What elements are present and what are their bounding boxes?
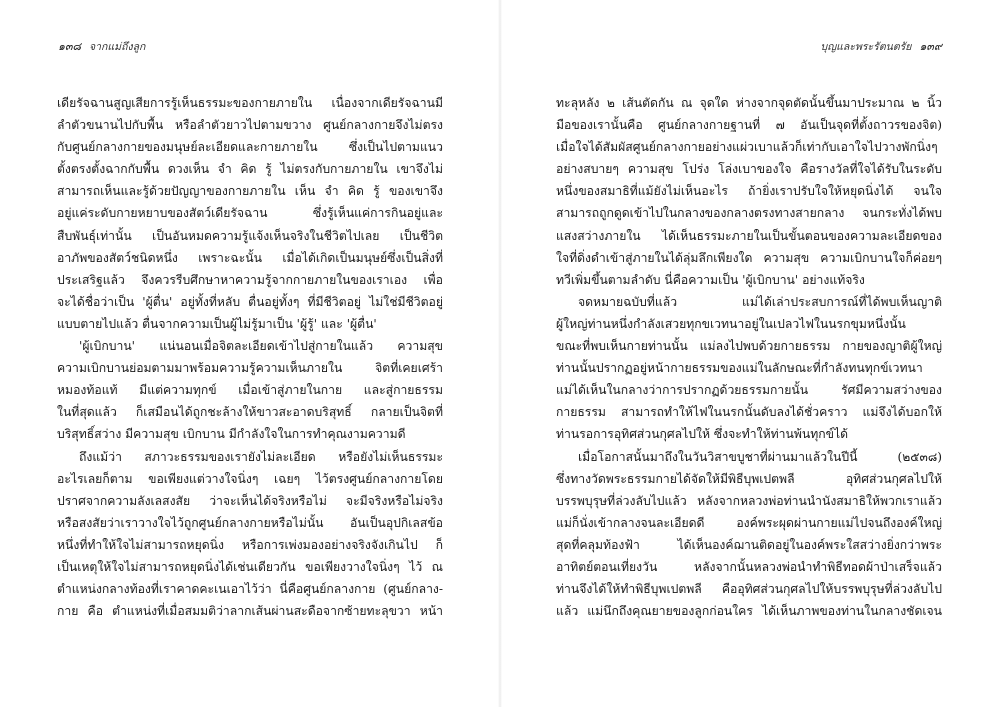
text-line: จดหมายฉบับที่แล้ว แม่ได้เล่าประสบการณ์ที่ได้พบเห็นญาติ xyxy=(578,294,942,309)
text-line: หรือสงสัยว่าเราวางใจไว้ถูกศูนย์กลางกายหรือไม่นั้น อันเป็นอุปกิเลสข้อ xyxy=(57,515,443,530)
text-line: ลำตัวขนานไปกับพื้น หรือลำตัวยาวไปตามขวาง ศูนย์กลางกายจึงไม่ตรง xyxy=(57,118,443,133)
right-page-number: ๑๓๙ xyxy=(919,40,942,53)
left-page-header xyxy=(58,38,145,54)
text-line: ตั้งตรงตั้งฉากกับพื้น ดวงเห็น จำ คิด รู้ ไม่ตรงกับกายภายใน เขาจึงไม่ xyxy=(57,162,443,177)
text-line: ใจที่ดิ่งดำเข้าสู่ภายในได้ลุ่มลึกเพียงใด ความสุข ความเบิกบานใจก็ค่อยๆ xyxy=(556,250,942,265)
text-line: ผู้ใหญ่ท่านหนึ่งกำลังเสวยทุกขเวทนาอยู่ในเปลวไฟในนรกขุมหนึ่งนั้น xyxy=(556,316,906,331)
text-line: สืบพันธุ์เท่านั้น เป็นอันหมดความรู้แจ้งเห็นจริงในชีวิตไปเลย เป็นชีวิต xyxy=(57,228,443,243)
text-line: แล้ว แม่นึกถึงคุณยายของลูกก่อนใคร ได้เห็นภาพของท่านในกลางชัดเจน xyxy=(556,604,942,619)
text-line: เมื่อใจได้สัมผัสศูนย์กลางกายอย่างแผ่วเบาแล้วก็เท่ากับเอาใจไปวางพักนิ่งๆ xyxy=(556,140,938,155)
text-line: ถึงแม้ว่า สภาวะธรรมของเรายังไม่ละเอียด หรือยังไม่เห็นธรรมะ xyxy=(79,449,443,464)
text-line: หนึ่งที่ทำให้ใจไม่สามารถหยุดนิ่ง หรือการเพ่งมองอย่างจริงจังเกินไป ก็ xyxy=(57,537,443,552)
text-line: ท่านรอการอุทิศส่วนกุศลไปให้ ซึ่งจะทำให้ท่านพ้นทุกข์ได้ xyxy=(556,427,848,442)
text-line: ประเสริฐแล้ว จึงควรรีบศึกษาหาความรู้จากกายภายในของเราเอง เพื่อ xyxy=(57,272,443,287)
text-line: สามารถถูกดูดเข้าไปในกลางของกลางตรงทางสายกลาง จนกระทั่งได้พบ xyxy=(556,206,942,221)
text-line: สามารถเห็นและรู้ด้วยปัญญาของกายภายใน เห็น จำ คิด รู้ ของเขาจึง xyxy=(57,184,443,199)
text-line: อยู่แค่ระดับกายหยาบของสัตว์เดียรัจฉาน ซึ่งรู้เห็นแค่การกินอยู่และ xyxy=(57,206,443,221)
text-line: จะได้ชื่อว่าเป็น 'ผู้ตื่น' อยู่ทั้งที่หลับ ตื่นอยู่ทั้งๆ ที่มีชีวิตอยู่ ไม่ใช่มีชีวิตอยู่ xyxy=(57,294,443,309)
text-line: อย่างสบายๆ ความสุข โปร่ง โล่งเบาของใจ คือรางวัลที่ใจได้รับในระดับ xyxy=(556,162,942,177)
text-line: อาภัพของสัตว์ชนิดหนึ่ง เพราะฉะนั้น เมื่อได้เกิดเป็นมนุษย์ซึ่งเป็นสิ่งที่ xyxy=(57,250,443,265)
right-page-header xyxy=(821,38,942,54)
text-line: แม่ก็นั่งเข้ากลางจนละเอียดดี องค์พระผุดผ่านกายแม่ไปจนถึงองค์ใหญ่ xyxy=(556,515,942,530)
right-body-text xyxy=(556,92,942,622)
text-line: อาทิตย์ตอนเที่ยงวัน หลังจากนั้นหลวงพ่อนำทำพิธีทอดผ้าป่าเสร็จแล้ว xyxy=(556,559,942,574)
text-line: 'ผู้เบิกบาน' แน่นอนเมื่อจิตละเอียดเข้าไปสู่กายในแล้ว ความสุข xyxy=(79,339,443,354)
text-line: อะไรเลยก็ตาม ขอเพียงแต่วางใจนิ่งๆ เฉยๆ ไว้ตรงศูนย์กลางกายโดย xyxy=(57,471,443,486)
text-line: สุดที่คลุมท้องฟ้า ได้เห็นองค์ฌานติดอยู่ในองค์พระใสสว่างยิ่งกว่าพระ xyxy=(556,537,942,552)
text-line: ซึ่งทางวัดพระธรรมกายได้จัดให้มีพิธีบุพเปตพลี อุทิศส่วนกุศลไปให้ xyxy=(556,471,942,486)
text-line: มือของเรานั้นคือ ศูนย์กลางกายฐานที่ ๗ อันเป็นจุดที่ตั้งถาวรของจิต) xyxy=(556,118,942,133)
left-body-text xyxy=(57,92,443,622)
text-line: กายธรรม สามารถทำให้ไฟในนรกนั้นดับลงได้ชั่วคราว แม่จึงได้บอกให้ xyxy=(556,405,942,420)
text-line: เดียรัจฉานสูญเสียการรู้เห็นธรรมะของกายภายใน เนื่องจากเดียรัจฉานมี xyxy=(57,96,443,110)
text-line: แม่ได้เห็นในกลางว่าการปรากฏด้วยธรรมกายนั้น รัศมีความสว่างของ xyxy=(556,383,942,398)
text-line: ทะลุหลัง ๒ เส้นตัดกัน ณ จุดใด ห่างจากจุดตัดนั้นขึ้นมาประมาณ ๒ นิ้ว xyxy=(556,96,942,110)
text-line: หนึ่งของสมาธิที่แม้ยังไม่เห็นอะไร ถ้ายิ่งเราปรับใจให้หยุดนิ่งได้ จนใจ xyxy=(556,184,942,199)
text-line: ตำแหน่งกลางท้องที่เราคาดคะเนเอาไว้ว่า นี่คือศูนย์กลางกาย (ศูนย์กลาง- xyxy=(57,582,443,597)
text-line: ขณะที่พบเห็นกายท่านนั้น แม่ลงไปพบด้วยกายธรรม กายของญาติผู้ใหญ่ xyxy=(556,339,942,354)
right-page xyxy=(500,0,1000,707)
text-line: เป็นเหตุให้ใจไม่สามารถหยุดนิ่งได้เช่นเดียวกัน ขอเพียงวางใจนิ่งๆ ไว้ ณ xyxy=(57,559,443,574)
text-line: บรรพบุรุษที่ล่วงลับไปแล้ว หลังจากหลวงพ่อท่านนำนังสมาธิให้พวกเราแล้ว xyxy=(556,493,942,508)
text-line: ปราศจากความลังเลสงสัย ว่าจะเห็นได้จริงหรือไม่ จะมีจริงหรือไม่จริง xyxy=(57,493,443,508)
text-line: ท่านนั้นปรากฏอยู่หน้ากายธรรมของแม่ในลักษณะที่กำลังทนทุกข์เวทนา xyxy=(556,361,923,376)
text-line: ท่านจึงได้ให้ทำพิธีบุพเปตพลี คืออุทิศส่วนกุศลไปให้บรรพบุรุษที่ล่วงลับไป xyxy=(556,582,942,597)
text-line: หมองท้อแท้ มีแต่ความทุกข์ เมื่อเข้าสู่ภายในกาย และสู่กายธรรม xyxy=(57,383,443,398)
text-line: แบบตายไปแล้ว ตื่นจากความเป็นผู้ไม่รู้มาเป็น 'ผู้รู้' และ 'ผู้ตื่น' xyxy=(57,316,377,331)
text-line: กาย คือ ตำแหน่งที่เมื่อสมมติว่าลากเส้นผ่านสะดือจากซ้ายทะลุขวา หน้า xyxy=(57,604,443,619)
text-line: เมื่อโอกาสนั้นมาถึงในวันวิสาขบูชาที่ผ่านมาแล้วในปีนี้ (๒๕๓๘) xyxy=(578,449,942,464)
text-line: แสงสว่างภายใน ได้เห็นธรรมะภายในเป็นขั้นตอนของความละเอียดของ xyxy=(556,228,942,243)
text-line: บริสุทธิ์สว่าง มีความสุข เบิกบาน มีกำลังใจในการทำคุณงามความดี xyxy=(57,427,406,442)
text-line: กับศูนย์กลางกายของมนุษย์ละเอียดและกายภายใน ซึ่งเป็นไปตามแนว xyxy=(57,140,443,155)
left-page-number: ๑๓๘ xyxy=(58,40,81,53)
text-line: ความเบิกบานย่อมตามมาพร้อมความรู้ความเห็นภายใน จิตที่เคยเศร้า xyxy=(57,361,443,376)
right-running-title: บุญและพระรัตนตรัย xyxy=(820,40,912,53)
text-line: ในที่สุดแล้ว ก็เสมือนได้ถูกชะล้างให้ขาวสะอาดบริสุทธิ์ กลายเป็นจิตที่ xyxy=(57,405,443,420)
text-line: ทวีเพิ่มขึ้นตามลำดับ นี่คือความเป็น 'ผู้เบิกบาน' อย่างแท้จริง xyxy=(556,272,865,287)
left-running-title: จากแม่ถึงลูก xyxy=(89,40,146,53)
